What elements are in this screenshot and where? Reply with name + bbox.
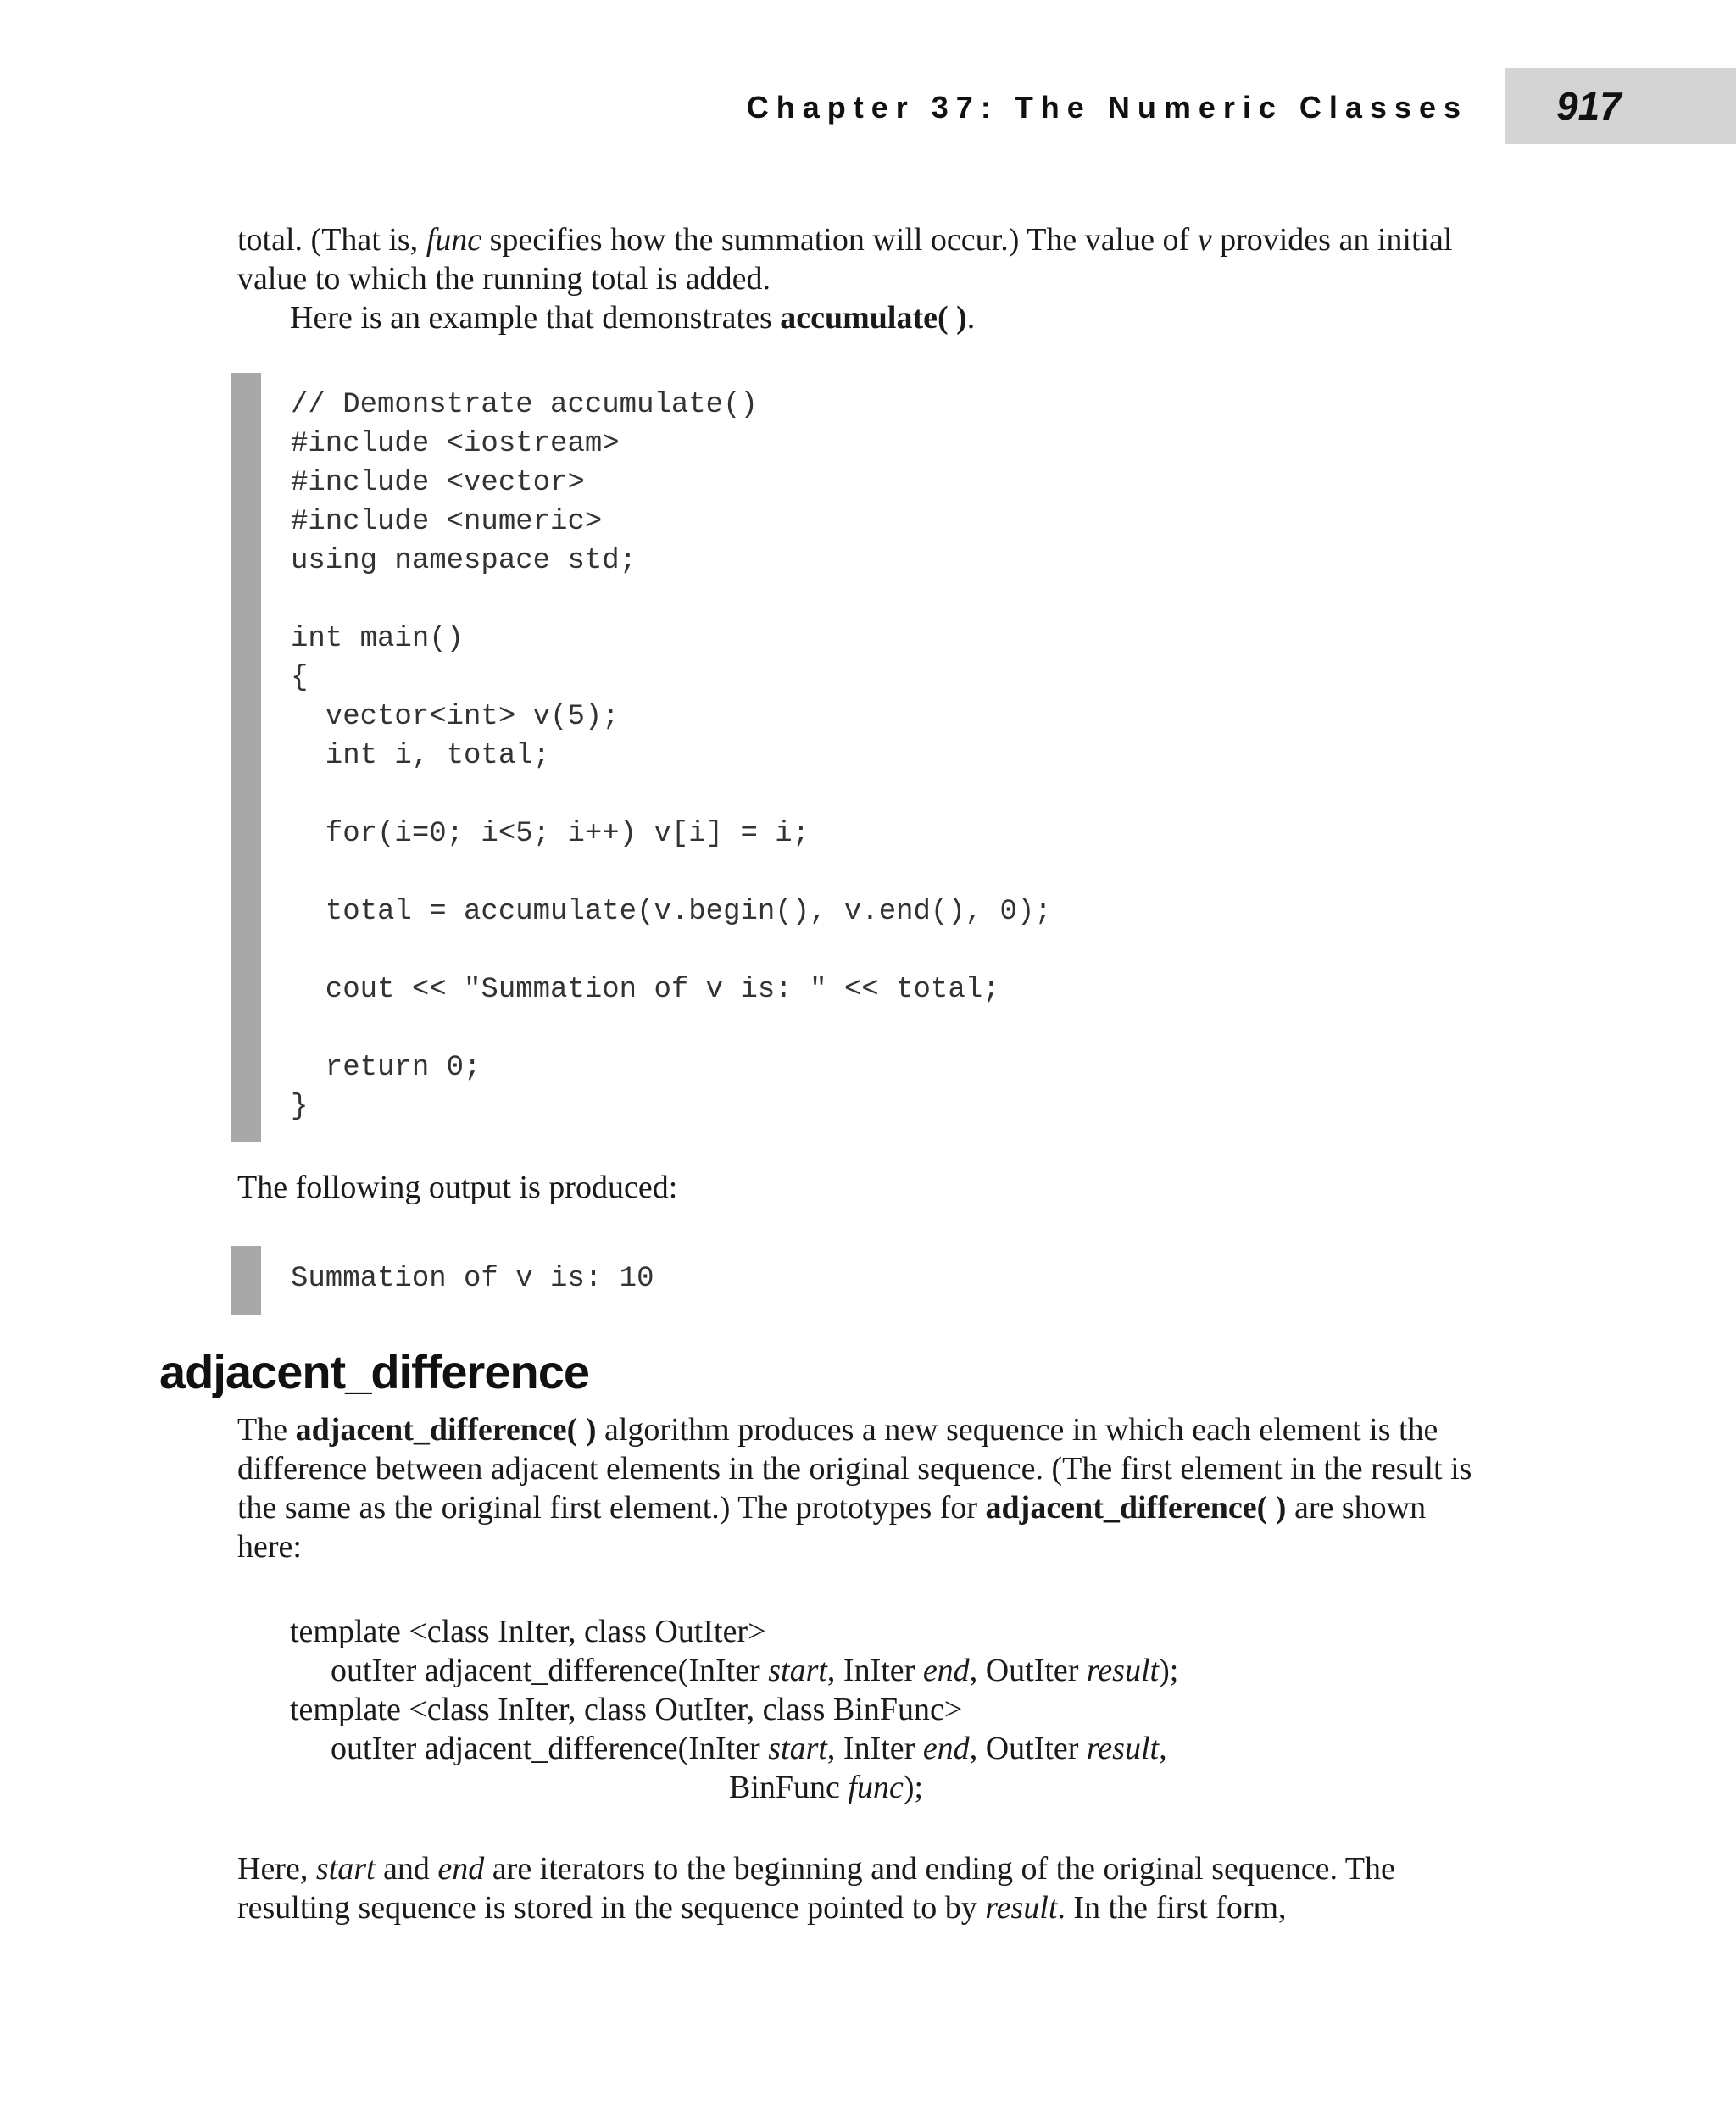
code-line: int main(): [291, 623, 465, 655]
example-intro: Here is an example that demonstrates accumulate( ).: [290, 300, 976, 336]
code-line: [291, 931, 1052, 970]
code-line: cout << "Summation of v is: " << total;: [291, 974, 1000, 1006]
prototype-function-2: outIter adjacent_difference(InIter start, InIter end, OutIter result,: [331, 1731, 1167, 1766]
code-line: total = accumulate(v.begin(), v.end(), 0);: [291, 896, 1052, 928]
page-number: 917: [1556, 84, 1622, 128]
code-line: // Demonstrate accumulate(): [291, 389, 758, 421]
code-listing-bar: [231, 373, 261, 1142]
output-code: Summation of v is: 10: [291, 1263, 654, 1295]
code-line: #include <numeric>: [291, 506, 603, 538]
code-line: int i, total;: [291, 740, 551, 772]
code-line: [291, 581, 1052, 620]
chapter-header: Chapter 37: The Numeric Classes: [746, 90, 1468, 125]
code-line: #include <vector>: [291, 467, 585, 499]
output-bar: [231, 1246, 261, 1315]
intro-paragraph: total. (That is, func specifies how the summation will occur.) The value of v provides an initial value to which the running total is added.: [237, 222, 1453, 297]
page-number-tab: [1505, 68, 1736, 144]
code-listing: [291, 386, 1052, 1126]
code-line: {: [291, 662, 309, 694]
code-line: using namespace std;: [291, 545, 637, 577]
closing-paragraph: Here, start and end are iterators to the beginning and ending of the original sequence. The resulting sequence is stored in the sequence pointed to by result. In the first form,: [237, 1851, 1395, 1926]
prototype-function-1: outIter adjacent_difference(InIter start, InIter end, OutIter result);: [331, 1653, 1179, 1688]
code-line: [291, 853, 1052, 892]
prototype-template-1: template <class InIter, class OutIter>: [290, 1614, 766, 1649]
code-line: vector<int> v(5);: [291, 701, 620, 733]
code-line: }: [291, 1091, 309, 1123]
prototype-template-2: template <class InIter, class OutIter, class BinFunc>: [290, 1692, 963, 1727]
code-line: #include <iostream>: [291, 428, 620, 460]
section-paragraph: The adjacent_difference( ) algorithm produces a new sequence in which each element is the difference between adjacent elements in the original sequence. (The first element in the result is the same as the original first element.) The prototypes for adjacent_difference( ) are shown here:: [237, 1412, 1472, 1565]
code-line: return 0;: [291, 1052, 481, 1084]
code-line: for(i=0; i<5; i++) v[i] = i;: [291, 818, 810, 850]
code-line: [291, 776, 1052, 814]
section-heading: adjacent_difference: [159, 1345, 589, 1398]
code-line: [291, 1009, 1052, 1048]
output-intro: The following output is produced:: [237, 1170, 678, 1205]
prototype-function-2-continuation: BinFunc func);: [729, 1770, 924, 1805]
